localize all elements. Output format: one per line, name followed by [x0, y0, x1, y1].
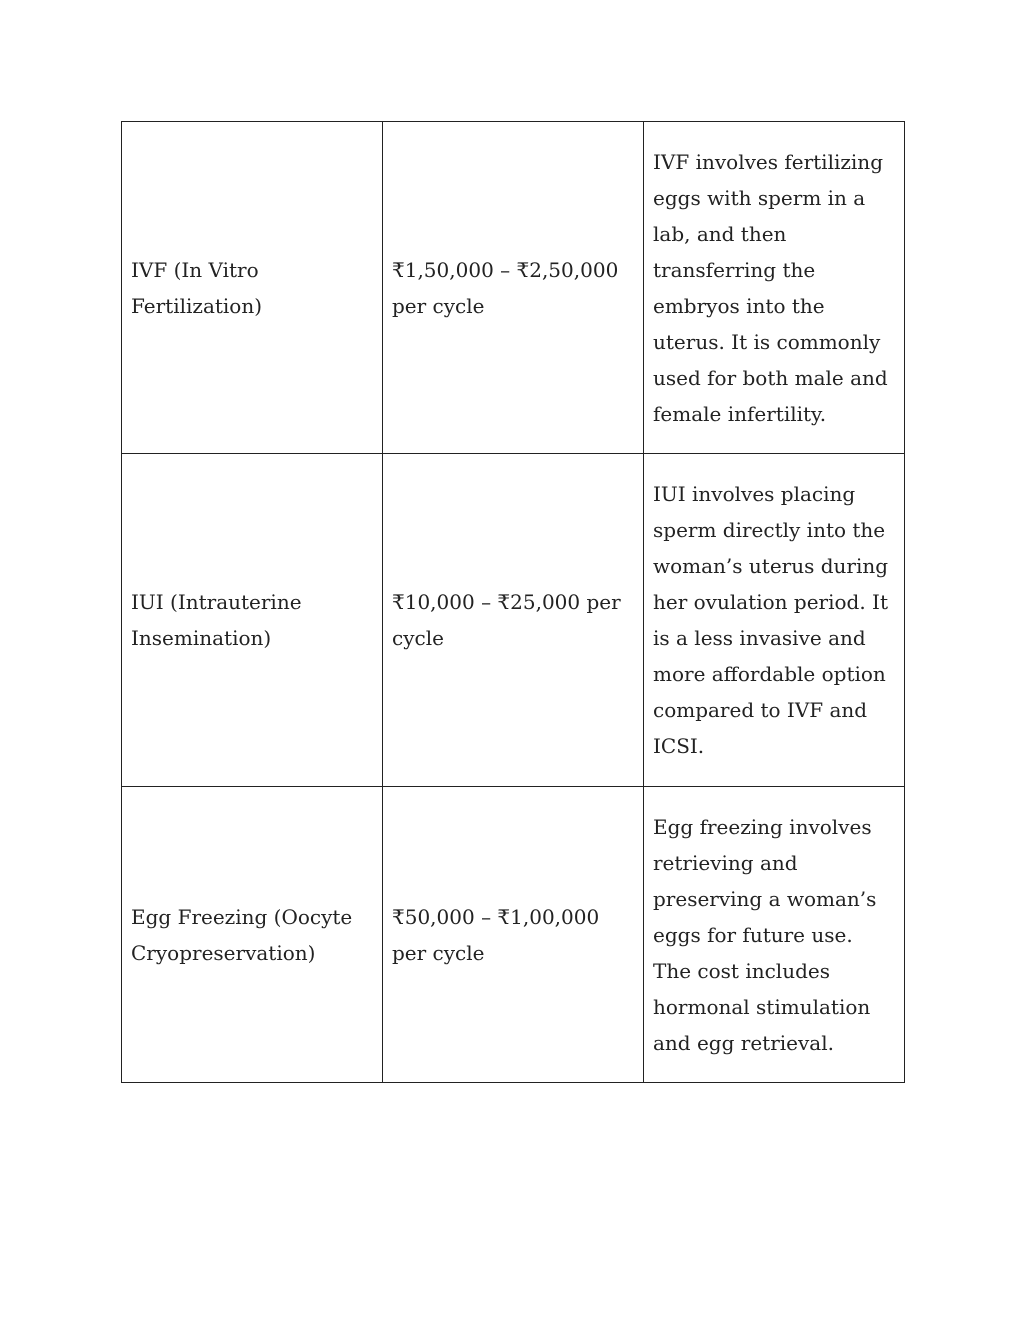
treatment-name: Egg Freezing (Oocyte Cryopreservation)	[131, 904, 353, 965]
treatment-name: IVF (In Vitro Fertilization)	[131, 257, 263, 318]
cost-cell	[383, 787, 644, 1083]
table-row	[122, 122, 905, 454]
treatment-cost: ₹10,000 – ₹25,000 per cycle	[392, 590, 621, 650]
treatment-description: IVF involves fertilizing eggs with sperm in a lab, and then transferring the embryos into the uterus. It is commonly used for both male and female infertility.	[653, 149, 888, 426]
treatment-description: Egg freezing involves retrieving and preserving a woman’s eggs for future use. The cost includes hormonal stimulation and egg retrieval.	[653, 814, 877, 1055]
cost-cell	[383, 454, 644, 787]
treatment-cost: ₹1,50,000 – ₹2,50,000 per cycle	[392, 257, 619, 318]
description-cell	[644, 454, 905, 787]
treatment-name: IUI (Intrauterine Insemination)	[131, 590, 302, 650]
treatment-cost: ₹50,000 – ₹1,00,000 per cycle	[392, 904, 600, 965]
treatment-cell	[122, 122, 383, 454]
cost-cell	[383, 122, 644, 454]
treatment-cell	[122, 454, 383, 787]
table-row	[122, 454, 905, 787]
description-cell	[644, 122, 905, 454]
treatment-cell	[122, 787, 383, 1083]
table-row	[122, 787, 905, 1083]
treatment-cost-table	[121, 121, 905, 1083]
description-cell	[644, 787, 905, 1083]
treatment-description: IUI involves placing sperm directly into the woman’s uterus during her ovulation period. It is a less invasive and more affordable option compared to IVF and ICSI.	[653, 482, 889, 758]
